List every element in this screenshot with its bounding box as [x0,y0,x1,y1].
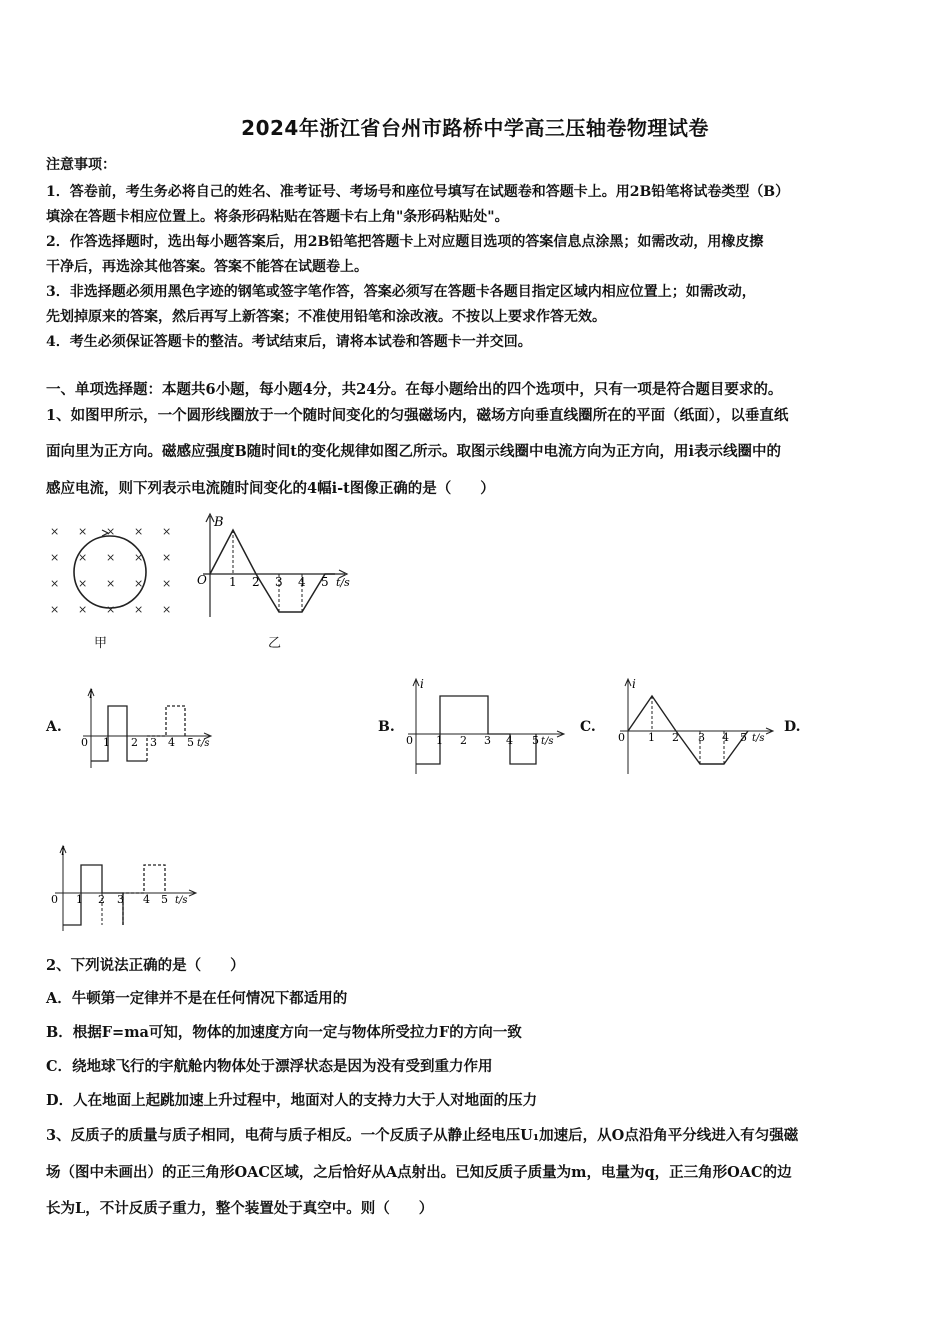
zero-label: 0 [618,731,625,744]
field-mark: × [162,603,172,616]
tick-label: 3 [117,893,124,906]
notice-line: 2．作答选择题时，选出每小题答案后，用2B铅笔把答题卡上对应题目选项的答案信息点涂黑；如需改动，用橡皮擦 [46,234,764,250]
origin-label: O [197,573,207,587]
tick-label: 5 [532,734,539,747]
section-heading: 一、单项选择题：本题共6小题，每小题4分，共24分。在每小题给出的四个选项中，只有一项是符合题目要求的。 [46,381,783,398]
tick-label: 4 [722,731,729,744]
page-title: 2024年浙江省台州市路桥中学高三压轴卷物理试卷 [241,116,709,140]
axis-t-label: t/s [197,738,210,749]
zero-label: 0 [51,893,58,906]
q3-stem-line: 场（图中未画出）的正三角形OAC区域，之后恰好从A点射出。已知反质子质量为m，电量为q，正三角形OAC的边 [46,1164,792,1181]
notice-line: 1．答卷前，考生务必将自己的姓名、准考证号、考场号和座位号填写在试题卷和答题卡上。用2B铅笔将试卷类型（B） [46,184,790,200]
tick-label: 2 [672,731,679,744]
field-mark: × [50,603,60,616]
option-d-label[interactable]: D. [784,719,801,735]
axis-t-label: t/s [541,736,554,747]
tick-label: 4 [506,734,513,747]
tick-label: 1 [436,734,443,747]
tick-label: 4 [298,575,306,589]
tick-label: 3 [698,731,705,744]
q1-stem-line: 面向里为正方向。磁感应强度B随时间t的变化规律如图乙所示。取图示线圈中电流方向为正方向，用i表示线圈中的 [46,443,781,460]
tick-label: 3 [150,736,157,749]
field-mark: × [162,577,172,590]
q1-stem-line: 1、如图甲所示，一个圆形线圈放于一个随时间变化的匀强磁场内，磁场方向垂直线圈所在的平面（纸面），以垂直纸 [46,407,789,424]
zero-label: 0 [81,736,88,749]
field-mark: × [106,577,116,590]
field-mark: × [162,551,172,564]
axis-i-label: i [61,844,65,858]
tick-label: 3 [484,734,491,747]
option-a-graph[interactable] [75,686,220,771]
q2-option-d[interactable]: D．人在地面上起跳加速上升过程中，地面对人的支持力大于人对地面的压力 [46,1092,538,1109]
tick-label: 1 [229,575,237,589]
zero-label: 0 [406,734,413,747]
figure-jia [40,515,180,625]
field-mark: × [134,551,144,564]
axis-t-label: t/s [175,895,188,906]
tick-label: 5 [161,893,168,906]
field-mark: × [78,525,88,538]
option-b-label[interactable]: B. [378,719,395,735]
tick-label: 4 [168,736,175,749]
tick-label: 2 [460,734,467,747]
option-c-graph[interactable] [610,676,782,776]
field-mark: × [106,603,116,616]
notice-heading: 注意事项： [46,157,116,173]
caption-jia: 甲 [94,636,108,651]
field-mark: × [50,551,60,564]
option-a-label[interactable]: A. [46,719,62,735]
field-mark: × [78,551,88,564]
axis-t-label: t/s [336,576,350,589]
q2-option-a[interactable]: A．牛顿第一定律并不是在任何情况下都适用的 [46,990,348,1007]
notice-line: 4．考生必须保证答题卡的整洁。考试结束后，请将本试卷和答题卡一并交回。 [46,334,532,350]
tick-label: 4 [143,893,150,906]
notice-line: 3．非选择题必须用黑色字迹的钢笔或签字笔作答，答案必须写在答题卡各题目指定区域内相应位置上；如需改动， [46,284,756,300]
tick-label: 2 [98,893,105,906]
q1-stem-line: 感应电流，则下列表示电流随时间变化的4幅i-t图像正确的是（ ） [46,480,495,497]
field-mark: × [50,525,60,538]
axis-i-label: i [89,687,93,701]
field-mark: × [78,603,88,616]
axis-i-label: i [420,677,424,691]
tick-label: 1 [648,731,655,744]
field-mark: × [162,525,172,538]
field-mark: × [134,577,144,590]
b-curve [210,530,335,612]
tick-label: 2 [131,736,138,749]
notice-line: 先划掉原来的答案，然后再写上新答案；不准使用铅笔和涂改液。不按以上要求作答无效。 [46,309,606,325]
tick-label: 2 [252,575,260,589]
tick-label: 1 [76,893,83,906]
notice-line: 填涂在答题卡相应位置上。将条形码粘贴在答题卡右上角"条形码粘贴处"。 [46,209,509,225]
coil-circle [74,536,146,608]
field-mark: × [78,577,88,590]
field-mark: × [106,525,116,538]
axis-t-label: t/s [752,733,765,744]
field-mark: × [134,603,144,616]
q3-stem-line: 3、反质子的质量与质子相同，电荷与质子相反。一个反质子从静止经电压U₁加速后，从O点沿角平分线进入有匀强磁 [46,1127,799,1144]
tick-label: 5 [187,736,194,749]
tick-label: 3 [275,575,283,589]
field-mark: × [106,551,116,564]
axis-i-label: i [632,677,636,691]
tick-label: 5 [321,575,329,589]
field-mark: × [134,525,144,538]
q2-option-b[interactable]: B．根据F=ma可知，物体的加速度方向一定与物体所受拉力F的方向一致 [46,1024,522,1041]
option-c-label[interactable]: C. [580,719,596,735]
notice-line: 干净后，再选涂其他答案。答案不能答在试题卷上。 [46,259,368,275]
field-marks [50,525,171,616]
option-d-graph[interactable] [45,843,205,933]
tick-label: 1 [103,736,110,749]
tick-label: 5 [740,731,747,744]
q3-stem-line: 长为L，不计反质子重力，整个装置处于真空中。则（ ） [46,1200,434,1217]
axis-b-label: B [214,515,224,530]
option-b-graph[interactable] [398,676,573,776]
q2-option-c[interactable]: C．绕地球飞行的宇航舱内物体处于漂浮状态是因为没有受到重力作用 [46,1058,493,1075]
q2-stem: 2、下列说法正确的是（ ） [46,957,245,974]
caption-yi: 乙 [268,636,282,651]
figure-yi [195,512,360,622]
field-mark: × [50,577,60,590]
